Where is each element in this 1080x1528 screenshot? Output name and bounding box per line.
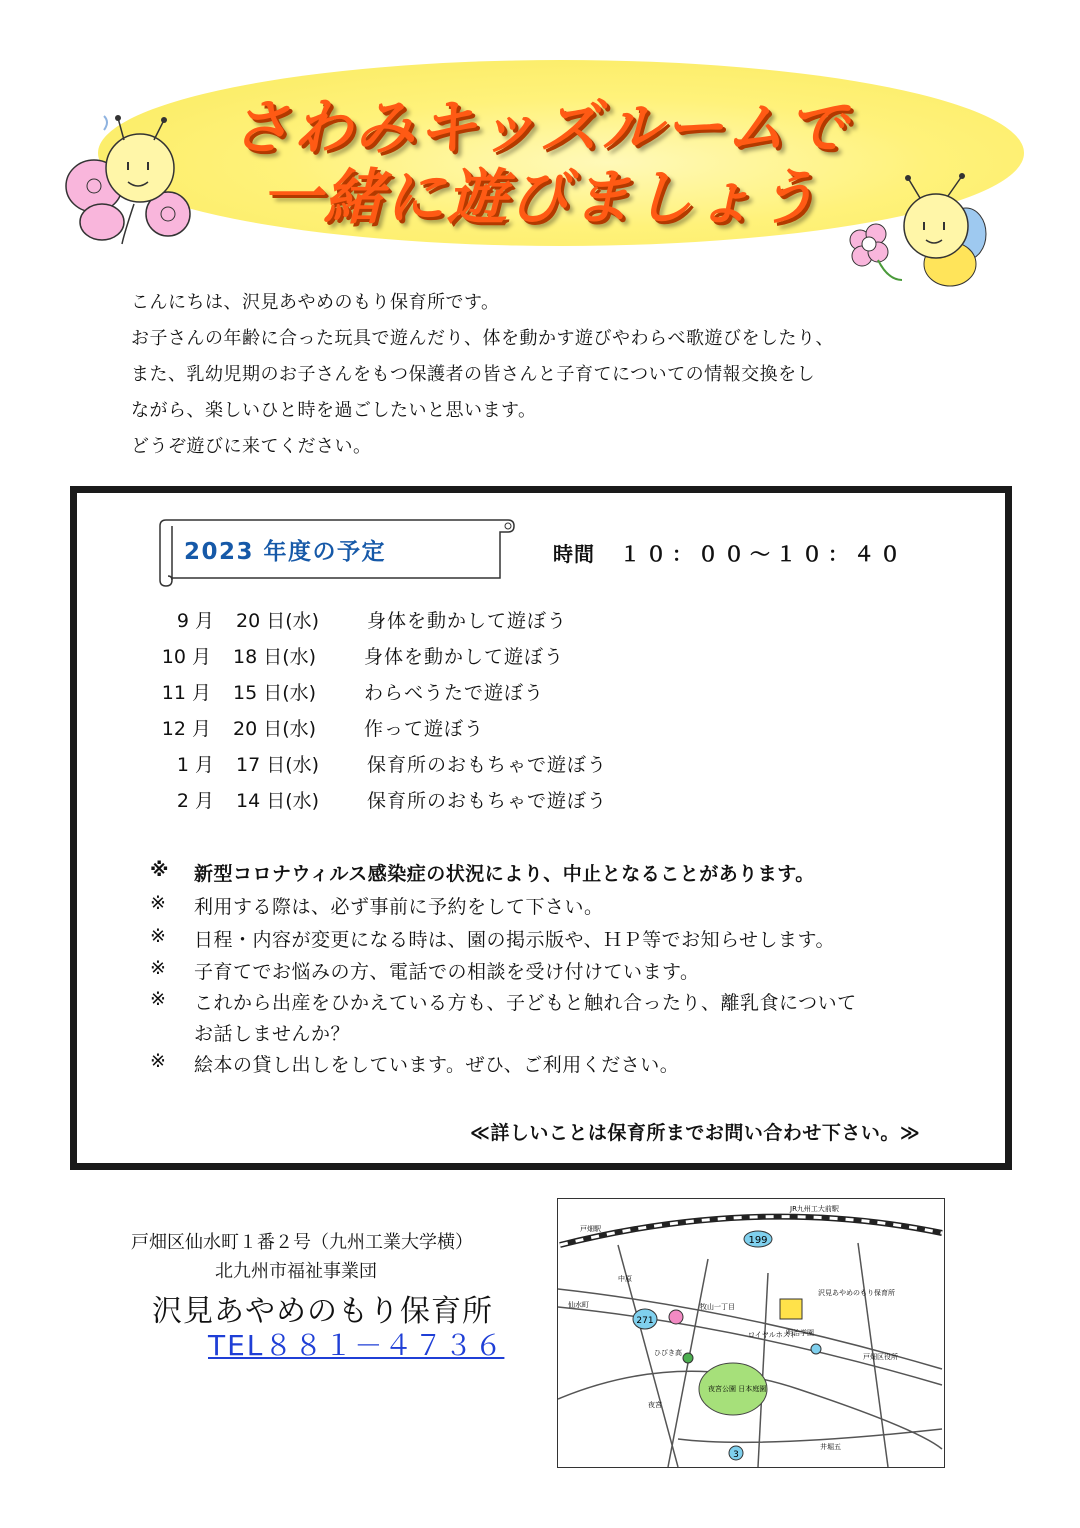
schedule-activity: 身体を動かして遊ぼう — [367, 610, 568, 632]
map-label-makiyama: 牧山一丁目 — [700, 1303, 735, 1311]
note-mark: ※ — [150, 957, 167, 979]
schedule-day: 18 日(水) — [233, 646, 317, 668]
note-mark: ※ — [150, 859, 169, 881]
map-label-royal-host: ロイヤルホスト — [748, 1331, 797, 1339]
schedule-activity: 保育所のおもちゃで遊ぼう — [367, 790, 608, 812]
map-route-271: 271 — [636, 1316, 654, 1326]
schedule-activity: わらべうたで遊ぼう — [364, 682, 545, 704]
intro-line-4: ながら、楽しいひと時を過ごしたいと思います。 — [131, 400, 537, 421]
map-label-jr-station: JR九州工大前駅 — [790, 1205, 839, 1213]
schedule-day: 20 日(水) — [236, 610, 320, 632]
nursery-name: 沢見あやめのもり保育所 — [152, 1294, 493, 1329]
map-label-park: 夜宮公園 日本庭園 — [708, 1385, 767, 1393]
schedule-row — [0, 786, 800, 816]
map-label-hibiki: ひびき高 — [654, 1349, 682, 1357]
map-label-sensui: 仙水町 — [568, 1301, 589, 1309]
map-label-yomiya: 夜宮 — [648, 1401, 662, 1409]
note-text: これから出産をひかえている方も、子どもと触れ合ったり、離乳食について — [194, 992, 857, 1014]
note-text: 日程・内容が変更になる時は、園の掲示版や、ＨＰ等でお知らせします。 — [194, 929, 836, 951]
note-text: 子育てでお悩みの方、電話での相談を受け付けています。 — [194, 961, 700, 983]
title-line-1: さわみキッズルームで — [230, 93, 850, 163]
contact-note: ≪詳しいことは保育所までお問い合わせ下さい。≫ — [470, 1122, 921, 1144]
map-nursery-marker — [780, 1299, 802, 1319]
intro-line-1: こんにちは、沢見あやめのもり保育所です。 — [131, 292, 500, 313]
address-operator: 北九州市福祉事業団 — [215, 1261, 377, 1282]
map-label-nursery: 沢見あやめのもり保育所 — [818, 1289, 895, 1297]
time-label: 時間 — [553, 542, 595, 566]
schedule-month: 11 月 — [161, 682, 211, 704]
intro-line-2: お子さんの年齢に合った玩具で遊んだり、体を動かす遊びやわらべ歌遊びをしたり、 — [131, 328, 834, 349]
note-mark: ※ — [150, 988, 167, 1010]
intro-line-3: また、乳幼児期のお子さんをもつ保護者の皆さんと子育てについての情報交換をし — [131, 364, 816, 385]
map-label-ibori: 井堀五 — [820, 1443, 841, 1451]
map-route-3: 3 — [733, 1450, 739, 1460]
schedule-activity: 身体を動かして遊ぼう — [364, 646, 565, 668]
note-mark: ※ — [150, 925, 167, 947]
schedule-year-title: 2023 年度の予定 — [184, 539, 387, 565]
note-mark: ※ — [150, 892, 167, 914]
schedule-month: 12 月 — [161, 718, 211, 740]
schedule-activity: 保育所のおもちゃで遊ぼう — [367, 754, 608, 776]
map-label-school: 明治学園 — [786, 1329, 814, 1337]
schedule-activity: 作って遊ぼう — [364, 718, 485, 740]
schedule-day: 14 日(水) — [236, 790, 320, 812]
schedule-month: 9 月 — [176, 610, 214, 632]
schedule-month: 1 月 — [176, 754, 214, 776]
map-label-tobata-station: 戸畑駅 — [580, 1225, 601, 1233]
schedule-day: 20 日(水) — [233, 718, 317, 740]
butterfly-icon — [64, 104, 204, 254]
map-label-ward-office: 戸畑区役所 — [863, 1353, 898, 1361]
note-text: お話しませんか？ — [194, 1023, 351, 1045]
schedule-row — [0, 642, 800, 672]
schedule-month: 10 月 — [161, 646, 211, 668]
note-text: 利用する際は、必ず事前に予約をして下さい。 — [194, 896, 604, 918]
schedule-month: 2 月 — [176, 790, 214, 812]
note-text: 新型コロナウィルス感染症の状況により、中止となることがあります。 — [194, 863, 815, 885]
note-mark: ※ — [150, 1050, 167, 1072]
map-route-199: 199 — [748, 1235, 768, 1246]
title-line-2: 一緒に遊びましょう — [261, 163, 819, 233]
phone-link[interactable]: TEL８８１－４７３６ — [208, 1329, 505, 1362]
schedule-day: 15 日(水) — [233, 682, 317, 704]
schedule-row — [0, 750, 800, 780]
address-location: 戸畑区仙水町１番２号（九州工業大学横） — [131, 1232, 473, 1253]
time-value: １０：００～１０：４０ — [620, 542, 906, 566]
note-text: 絵本の貸し出しをしています。ぜひ、ご利用ください。 — [194, 1054, 680, 1076]
schedule-row — [0, 714, 800, 744]
bee-with-flower-icon — [838, 168, 998, 296]
intro-line-5: どうぞ遊びに来てください。 — [131, 436, 372, 457]
schedule-row — [0, 606, 800, 636]
access-map — [557, 1198, 945, 1468]
map-label-nakahara: 中原 — [618, 1275, 632, 1283]
schedule-row — [0, 678, 800, 708]
schedule-day: 17 日(水) — [236, 754, 320, 776]
